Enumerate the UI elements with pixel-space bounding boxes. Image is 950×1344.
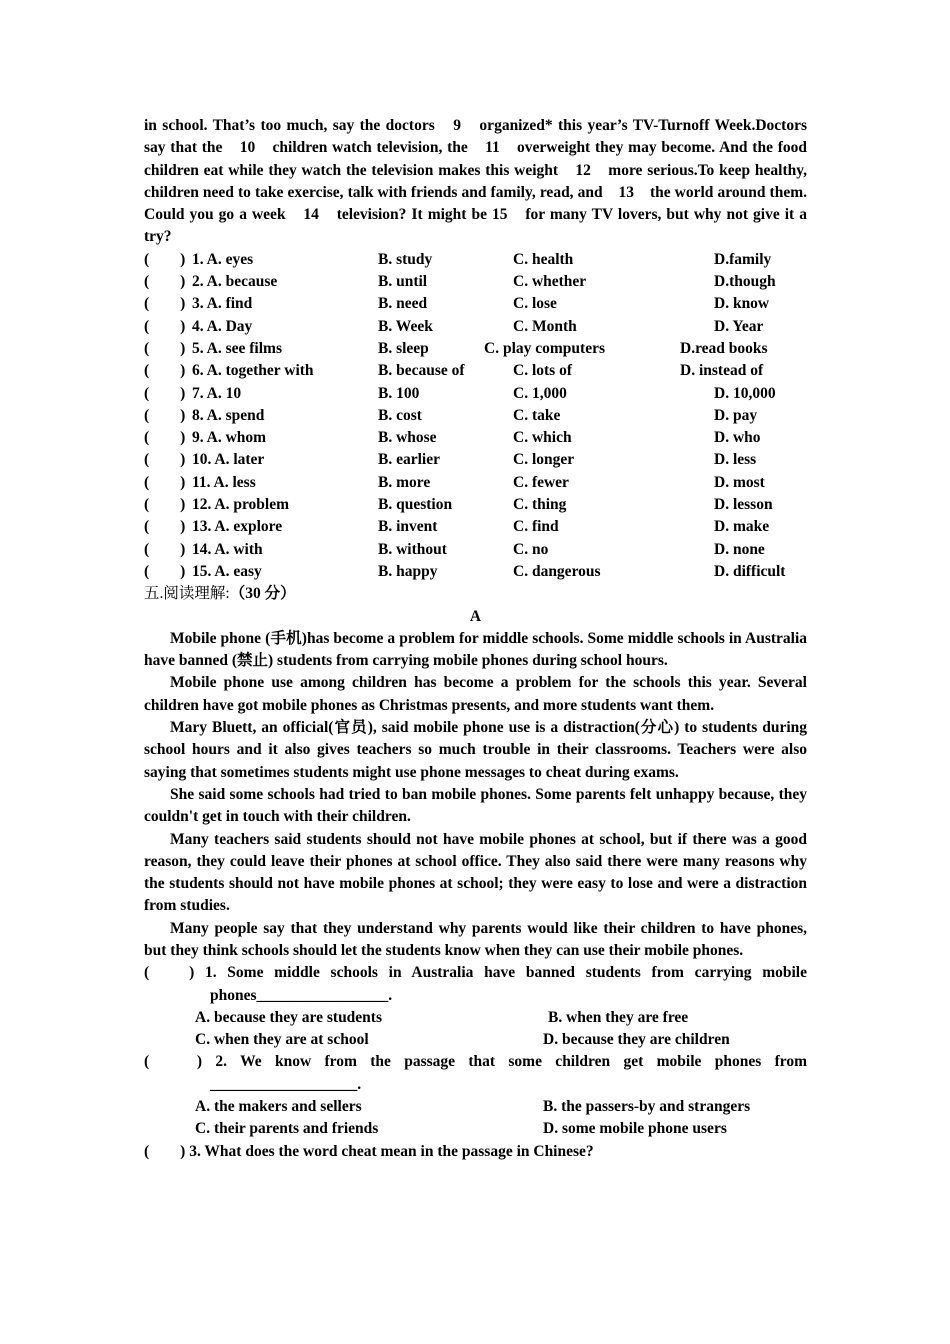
option-c: C. which bbox=[513, 429, 572, 447]
option-b: B. when they are free bbox=[548, 1008, 689, 1026]
option-c: C. fewer bbox=[513, 473, 569, 491]
option-a: 8. A. spend bbox=[192, 406, 265, 424]
option-c: C. no bbox=[513, 540, 549, 558]
cloze-row bbox=[144, 405, 807, 427]
answer-paren: ( ) bbox=[144, 540, 186, 558]
cloze-options-list bbox=[144, 249, 807, 583]
option-row bbox=[144, 1118, 807, 1140]
option-d: D. most bbox=[714, 473, 765, 491]
answer-paren: ( ) bbox=[144, 339, 186, 357]
cloze-row bbox=[144, 472, 807, 494]
passage-title: A bbox=[469, 607, 482, 625]
option-c: C. longer bbox=[513, 451, 575, 469]
option-b: B. need bbox=[378, 295, 428, 313]
option-b: B. invent bbox=[378, 518, 438, 536]
answer-paren: ( ) bbox=[144, 451, 186, 469]
option-b: B. study bbox=[378, 250, 433, 268]
option-d: D. 10,000 bbox=[714, 384, 776, 402]
option-c: C. 1,000 bbox=[513, 384, 567, 402]
option-d: D. instead of bbox=[680, 362, 764, 380]
option-d: D. less bbox=[714, 451, 757, 469]
option-c: C. take bbox=[513, 406, 561, 424]
option-b: B. more bbox=[378, 473, 431, 491]
option-d: D. because they are children bbox=[543, 1031, 730, 1049]
option-b: B. cost bbox=[378, 406, 422, 424]
answer-paren: ( ) bbox=[144, 250, 186, 268]
option-c: C. health bbox=[513, 250, 574, 268]
option-b: B. without bbox=[378, 540, 447, 558]
option-a: 11. A. less bbox=[192, 473, 256, 491]
passage-paragraph: Many teachers said students should not have mobile phones at school, but if there was a good reason, they could leave their phones at school office. They also said there were many reasons why the students should not have mobile phones at school; they were easy to lose and were a distraction from studies. bbox=[144, 830, 807, 915]
option-a: 3. A. find bbox=[192, 295, 253, 313]
cloze-passage-text: in school. That’s too much, say the doctors 9 organized* this year’s TV-Turnoff Week.Doctors say that the 10 children watch television, the 11 overweight they may become. And the food children eat while they watch the television makes this weight 12 more serious.To keep healthy, children need to take exercise, talk with friends and family, read, and 13 the world around them. Could you go a week 14 television? It might be 15 for many TV lovers, but why not give it a try? bbox=[144, 117, 807, 246]
option-c: C. their parents and friends bbox=[195, 1120, 379, 1138]
exam-page bbox=[144, 115, 807, 1163]
option-b: B. happy bbox=[378, 562, 438, 580]
option-c: C. Month bbox=[513, 317, 577, 335]
answer-paren: ( ) bbox=[144, 362, 186, 380]
option-d: D. make bbox=[714, 518, 770, 536]
option-a: 15. A. easy bbox=[192, 562, 262, 580]
option-c: C. lose bbox=[513, 295, 557, 313]
option-a: 4. A. Day bbox=[192, 317, 253, 335]
option-c: C. dangerous bbox=[513, 562, 601, 580]
option-d: D. none bbox=[714, 540, 765, 558]
cloze-row bbox=[144, 338, 807, 360]
section-heading bbox=[144, 583, 807, 605]
cloze-row bbox=[144, 494, 807, 516]
option-d: D. pay bbox=[714, 406, 758, 424]
cloze-row bbox=[144, 271, 807, 293]
option-a: 5. A. see films bbox=[192, 339, 282, 357]
reading-passage bbox=[144, 628, 807, 962]
option-c: C. thing bbox=[513, 496, 567, 514]
option-b: B. the passers-by and strangers bbox=[543, 1098, 751, 1116]
option-c: C. when they are at school bbox=[195, 1031, 369, 1049]
passage-paragraph: Mobile phone (手机)has become a problem for middle schools. Some middle schools in Australia have banned (禁止) students from carrying mobile phones during school hours. bbox=[144, 629, 807, 670]
cloze-row bbox=[144, 360, 807, 382]
option-a: 1. A. eyes bbox=[192, 250, 254, 268]
answer-paren: ( ) bbox=[144, 562, 186, 580]
option-b: B. because of bbox=[378, 362, 465, 380]
option-b: B. until bbox=[378, 273, 428, 291]
option-a: 9. A. whom bbox=[192, 429, 267, 447]
option-c: C. find bbox=[513, 518, 559, 536]
cloze-row bbox=[144, 449, 807, 471]
option-a: 2. A. because bbox=[192, 273, 278, 291]
question-blank: ___________________. bbox=[210, 1075, 362, 1093]
option-d: D.family bbox=[714, 250, 772, 268]
option-row bbox=[144, 1029, 807, 1051]
answer-paren: ( ) bbox=[144, 317, 186, 335]
answer-paren: ( ) bbox=[144, 406, 186, 424]
option-a: 7. A. 10 bbox=[192, 384, 242, 402]
passage-paragraph: Mary Bluett, an official(官员), said mobile phone use is a distraction(分心) to students during school hours and it also gives teachers so much trouble in their classrooms. Teachers were also saying that sometimes students might use phone messages to cheat during exams. bbox=[144, 719, 807, 781]
option-row bbox=[144, 1096, 807, 1118]
option-d: D.read books bbox=[680, 339, 768, 357]
passage-paragraph: She said some schools had tried to ban mobile phones. Some parents felt unhappy because, they couldn't get in touch with their children. bbox=[144, 785, 807, 826]
cloze-row bbox=[144, 516, 807, 538]
option-row bbox=[144, 1007, 807, 1029]
question-blank: phones_________________. bbox=[210, 986, 393, 1004]
answer-paren: ( ) bbox=[144, 496, 186, 514]
question-2 bbox=[144, 1051, 807, 1140]
option-d: D. some mobile phone users bbox=[543, 1120, 727, 1138]
cloze-row bbox=[144, 427, 807, 449]
option-c: C. lots of bbox=[513, 362, 572, 380]
cloze-row bbox=[144, 383, 807, 405]
answer-paren: ( ) bbox=[144, 429, 186, 447]
option-b: B. 100 bbox=[378, 384, 420, 402]
option-a: 13. A. explore bbox=[192, 518, 283, 536]
option-a: 12. A. problem bbox=[192, 496, 290, 514]
option-d: D. lesson bbox=[714, 496, 773, 514]
answer-paren: ( ) bbox=[144, 295, 186, 313]
option-b: B. earlier bbox=[378, 451, 440, 469]
option-b: B. Week bbox=[378, 317, 433, 335]
option-b: B. sleep bbox=[378, 339, 429, 357]
section-label: 五.阅读理解: bbox=[144, 585, 230, 603]
cloze-row bbox=[144, 561, 807, 583]
option-a: A. the makers and sellers bbox=[195, 1098, 362, 1116]
cloze-row bbox=[144, 249, 807, 271]
option-a: A. because they are students bbox=[195, 1008, 382, 1026]
cloze-row bbox=[144, 293, 807, 315]
question-3: ( ) 3. What does the word cheat mean in the passage in Chinese? bbox=[144, 1142, 594, 1160]
option-a: 14. A. with bbox=[192, 540, 263, 558]
option-b: B. question bbox=[378, 496, 453, 514]
option-a: 6. A. together with bbox=[192, 362, 314, 380]
question-stem: ( ) 1. Some middle schools in Australia have banned students from carrying mobile bbox=[144, 964, 807, 982]
option-d: D. difficult bbox=[714, 562, 786, 580]
option-d: D. know bbox=[714, 295, 770, 313]
cloze-row bbox=[144, 539, 807, 561]
option-c: C. whether bbox=[513, 273, 587, 291]
option-d: D.though bbox=[714, 273, 776, 291]
option-c: C. play computers bbox=[484, 339, 605, 357]
option-d: D. who bbox=[714, 429, 761, 447]
question-stem: ( ) 2. We know from the passage that some children get mobile phones from bbox=[144, 1053, 807, 1071]
answer-paren: ( ) bbox=[144, 384, 186, 402]
passage-paragraph: Mobile phone use among children has become a problem for the schools this year. Several children have got mobile phones as Christmas presents, and more students want them. bbox=[144, 674, 807, 714]
option-a: 10. A. later bbox=[192, 451, 265, 469]
answer-paren: ( ) bbox=[144, 518, 186, 536]
option-b: B. whose bbox=[378, 429, 437, 447]
passage-paragraph: Many people say that they understand why parents would like their children to have phones, but they think schools should let the students know when they can use their mobile phones. bbox=[144, 919, 807, 959]
answer-paren: ( ) bbox=[144, 473, 186, 491]
cloze-row bbox=[144, 316, 807, 338]
question-1 bbox=[144, 962, 807, 1051]
answer-paren: ( ) bbox=[144, 273, 186, 291]
section-points: （30 分） bbox=[229, 585, 296, 603]
option-d: D. Year bbox=[714, 317, 764, 335]
